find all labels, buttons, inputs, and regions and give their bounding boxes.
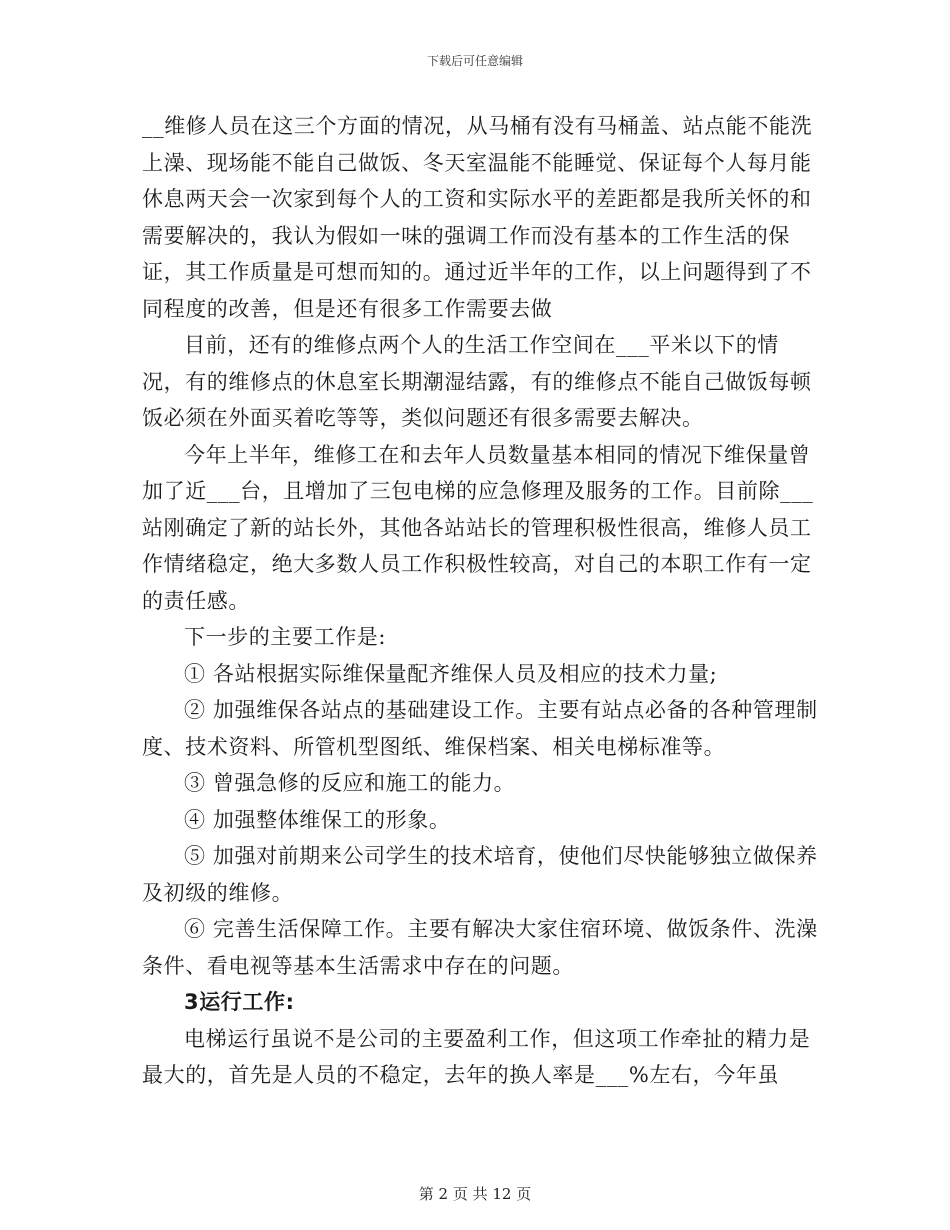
list-item-3: ③ 曾强急修的反应和施工的能力。 xyxy=(184,771,516,795)
document-body xyxy=(142,108,822,1094)
list-item-6: ⑥ 完善生活保障工作。主要有解决大家住宿环境、做饭条件、洗澡条件、看电视等基本生活需求中存在的问题。 xyxy=(142,917,818,978)
paragraph-living-conditions: __维修人员在这三个方面的情况，从马桶有没有马桶盖、站点能不能洗上澡、现场能不能自己做饭、冬天室温能不能睡觉、保证每个人每月能休息两天会一次家到每个人的工资和实际水平的差距都是我所关怀的和需要解决的，我认为假如一味的强调工作而没有基本的工作生活的保证，其工作质量是可想而知的。通过近半年的工作，以上问题得到了不同程度的改善，但是还有很多工作需要去做 xyxy=(142,114,813,321)
list-item-2: ② 加强维保各站点的基础建设工作。主要有站点必备的各种管理制度、技术资料、所管机型图纸、维保档案、相关电梯标准等。 xyxy=(142,698,818,759)
list-item-5: ⑤ 加强对前期来公司学生的技术培育，使他们尽快能够独立做保养及初级的维修。 xyxy=(142,844,818,905)
paragraph-current-issues: 目前，还有的维修点两个人的生活工作空间在___平米以下的情况，有的维修点的休息室长期潮湿结露，有的维修点不能自己做饭每顿饭必须在外面买着吃等等，类似问题还有很多需要去解决。 xyxy=(142,333,812,430)
section-heading-operations: 3运行工作: xyxy=(184,990,295,1014)
list-item-4: ④ 加强整体维保工的形象。 xyxy=(184,807,451,832)
list-item-1: ① 各站根据实际维保量配齐维保人员及相应的技术力量; xyxy=(184,661,718,686)
paragraph-first-half-year: 今年上半年，维修工在和去年人员数量基本相同的情况下维保量曾加了近___台，且增加了三包电梯的应急修理及服务的工作。目前除___站刚确定了新的站长外，其他各站站长的管理积极性很高，维修人员工作情绪稳定，绝大多数人员工作积极性较高，对自己的本职工作有一定的责任感。 xyxy=(142,442,814,613)
paragraph-operations: 电梯运行虽说不是公司的主要盈利工作，但这项工作牵扯的精力是最大的，首先是人员的不稳定，去年的换人率是___%左右，今年虽 xyxy=(142,1026,811,1087)
page-header: 下载后可任意编辑 xyxy=(426,54,523,68)
paragraph-next-steps-intro: 下一步的主要工作是: xyxy=(184,625,387,649)
page-footer: 第 2 页 共 12 页 xyxy=(418,1185,532,1203)
